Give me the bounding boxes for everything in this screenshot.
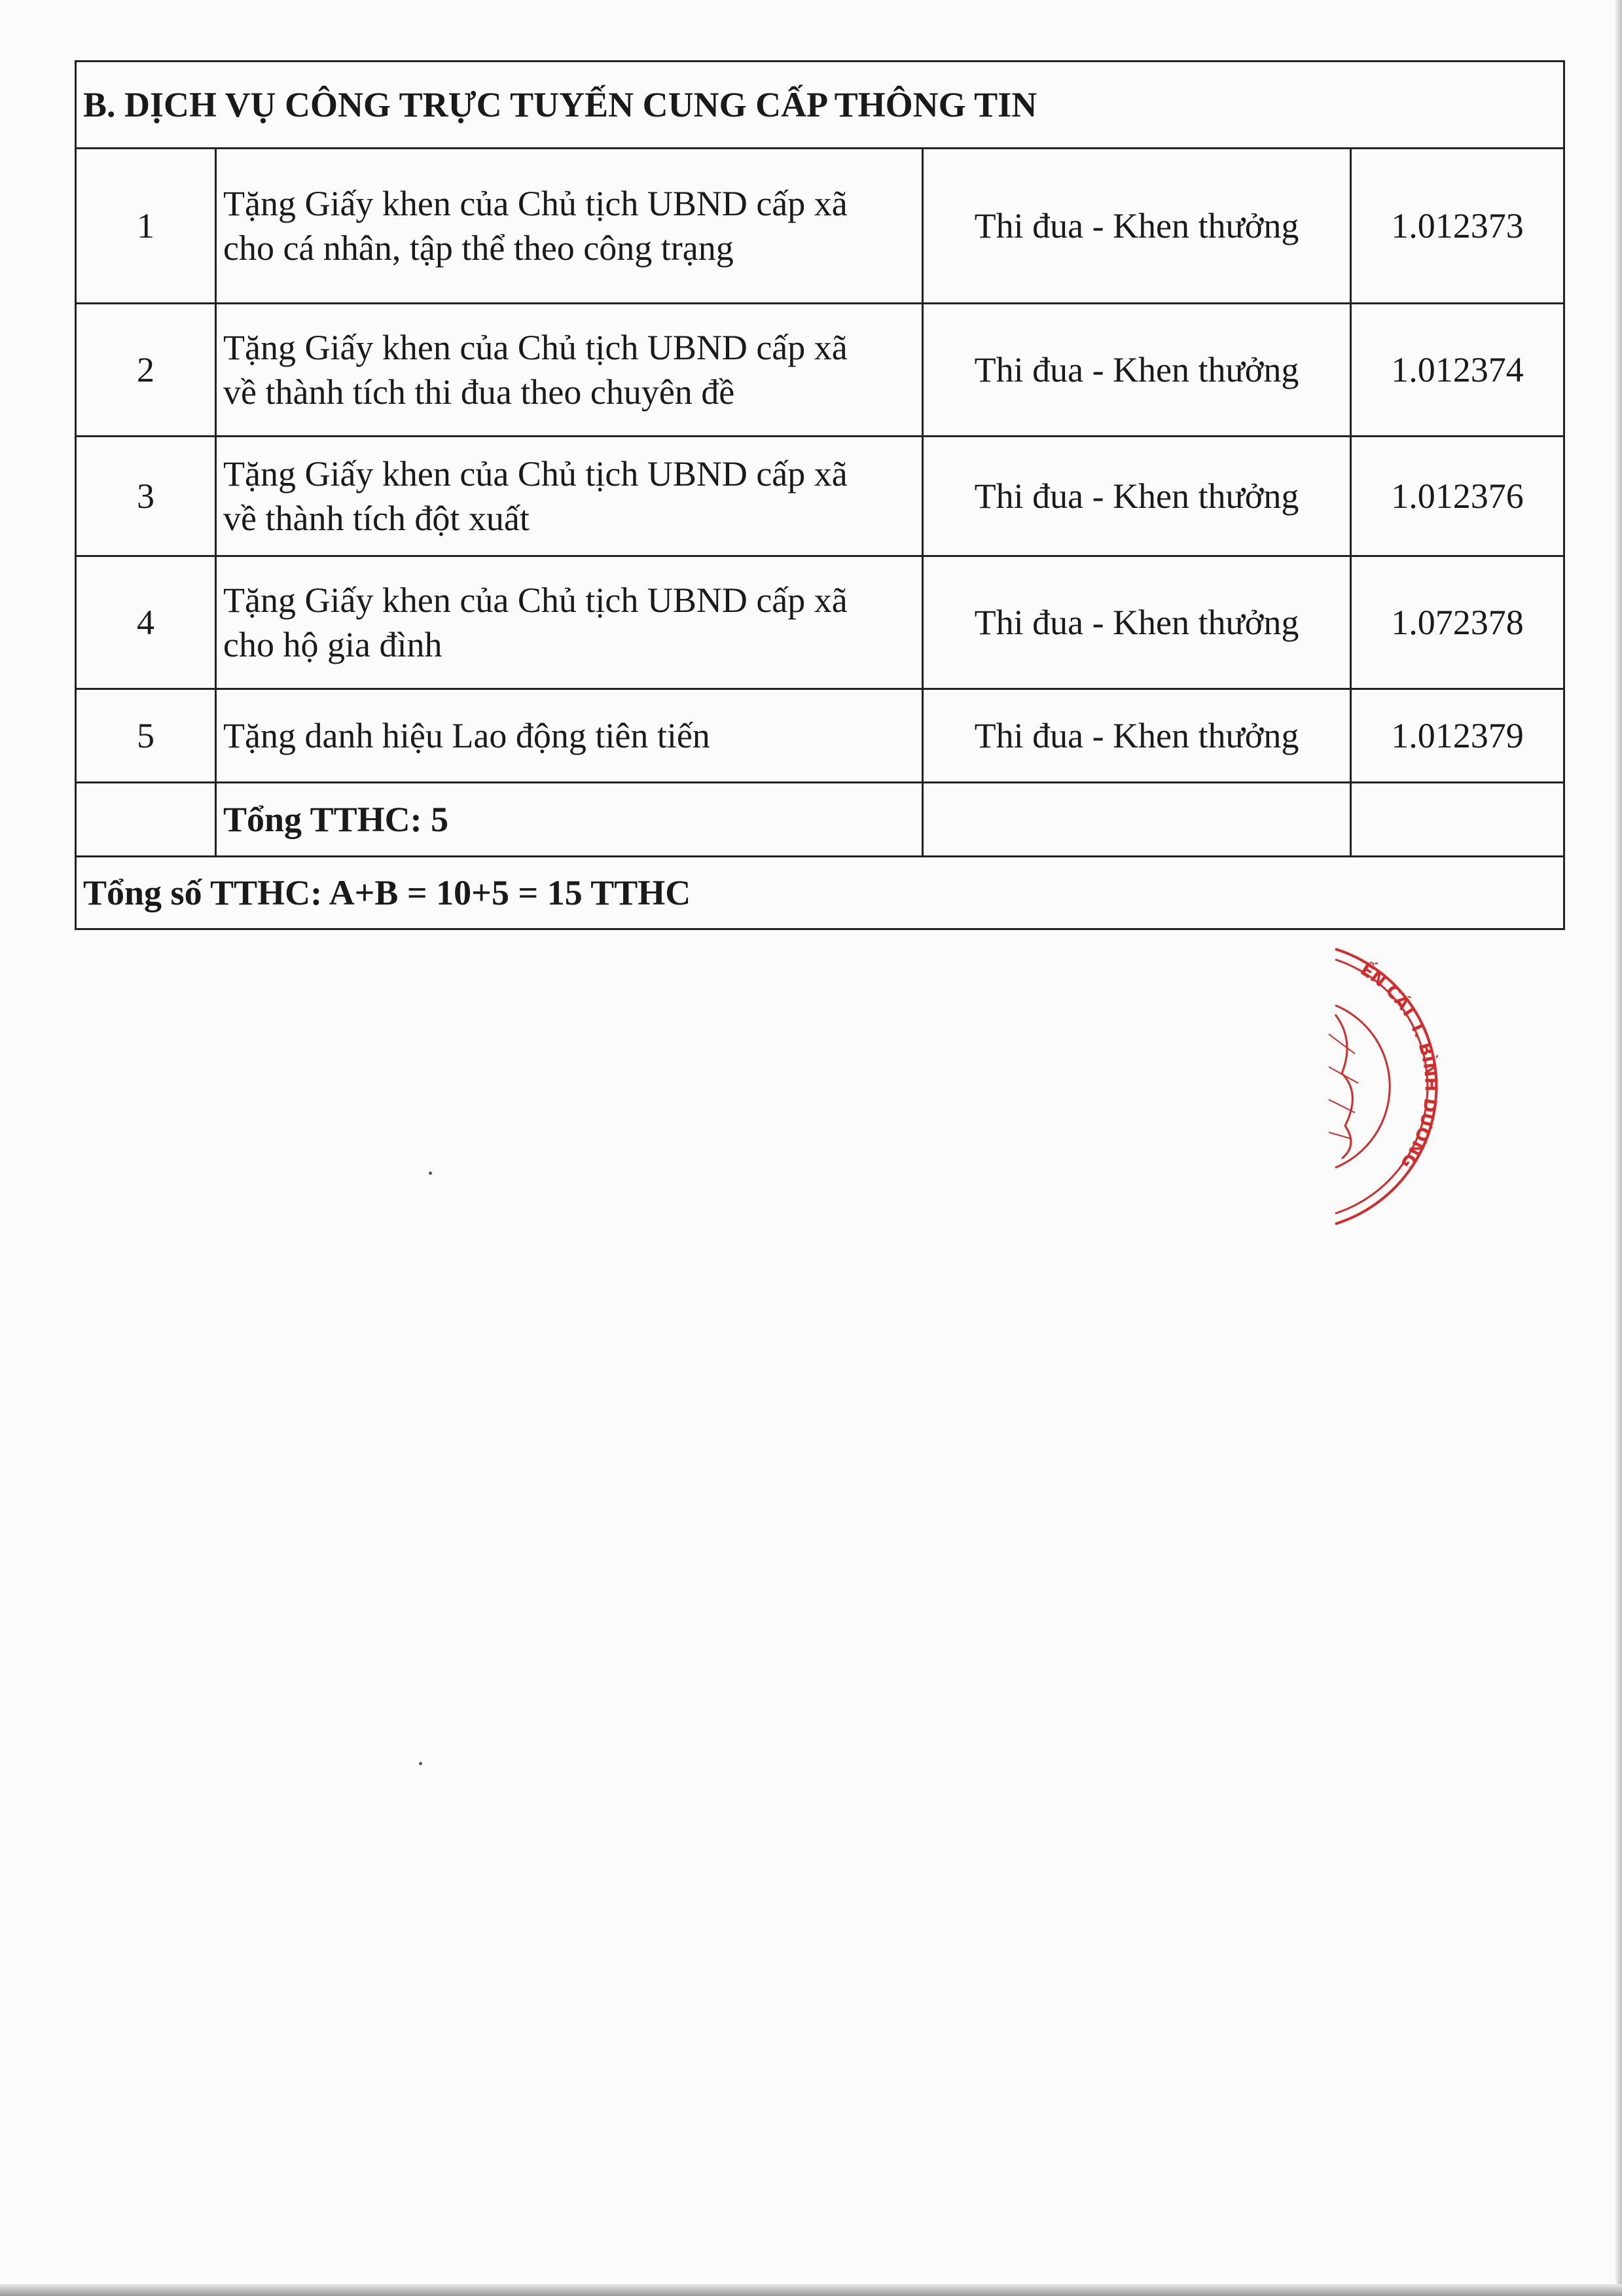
procedure-name-line: Tặng Giấy khen của Chủ tịch UBND cấp xã [223,454,848,493]
row-number: 2 [76,304,216,437]
procedure-name [216,689,923,783]
procedure-name-line: cho hộ gia đình [223,625,442,664]
procedure-field: Thi đua - Khen thưởng [923,689,1351,783]
subtotal-row [76,783,1564,857]
official-seal-stamp [1316,942,1460,1230]
table-row [76,149,1564,304]
procedure-field: Thi đua - Khen thưởng [923,149,1351,304]
procedure-name-line: cho cá nhân, tập thể theo công trạng [223,228,734,268]
row-number: 4 [76,556,216,689]
page-edge-shadow [1615,0,1622,2296]
table-row [76,304,1564,437]
section-header: B. DỊCH VỤ CÔNG TRỰC TUYẾN CUNG CẤP THÔNG TIN [76,62,1564,149]
procedure-code: 1.072378 [1351,556,1564,689]
row-number: 5 [76,689,216,783]
table-row [76,437,1564,556]
grand-total-label: Tổng số TTHC: A+B = 10+5 = 15 TTHC [76,857,1564,929]
procedure-name-line: Tặng Giấy khen của Chủ tịch UBND cấp xã [223,581,848,620]
subtotal-label: Tổng TTHC: 5 [216,783,923,857]
section-header-row [76,62,1564,149]
procedure-name-line: Tặng Giấy khen của Chủ tịch UBND cấp xã [223,328,848,367]
table-row [76,689,1564,783]
procedure-name-line: về thành tích đột xuất [223,499,530,538]
row-number: 3 [76,437,216,556]
procedure-field: Thi đua - Khen thưởng [923,437,1351,556]
procedure-code: 1.012374 [1351,304,1564,437]
row-number: 1 [76,149,216,304]
procedure-code: 1.012373 [1351,149,1564,304]
procedure-name [216,304,923,437]
scan-speck [429,1172,432,1175]
procedure-code: 1.012379 [1351,689,1564,783]
table-row [76,556,1564,689]
procedure-name [216,437,923,556]
subtotal-empty-cell [76,783,216,857]
stamp-text: ẾN CÁT T. BÌNH DƯƠNG [1356,960,1441,1172]
page-edge-shadow [0,2284,1622,2296]
subtotal-empty-cell [1351,783,1564,857]
subtotal-empty-cell [923,783,1351,857]
services-table [75,60,1565,930]
procedure-name-line: về thành tích thi đua theo chuyên đề [223,372,735,412]
procedure-field: Thi đua - Khen thưởng [923,304,1351,437]
procedure-name-line: Tặng Giấy khen của Chủ tịch UBND cấp xã [223,184,848,223]
procedure-name-line: Tặng danh hiệu Lao động tiên tiến [223,716,710,755]
grand-total-row [76,857,1564,929]
procedure-code: 1.012376 [1351,437,1564,556]
procedure-name [216,556,923,689]
procedure-field: Thi đua - Khen thưởng [923,556,1351,689]
procedure-name [216,149,923,304]
scan-speck [419,1762,422,1765]
